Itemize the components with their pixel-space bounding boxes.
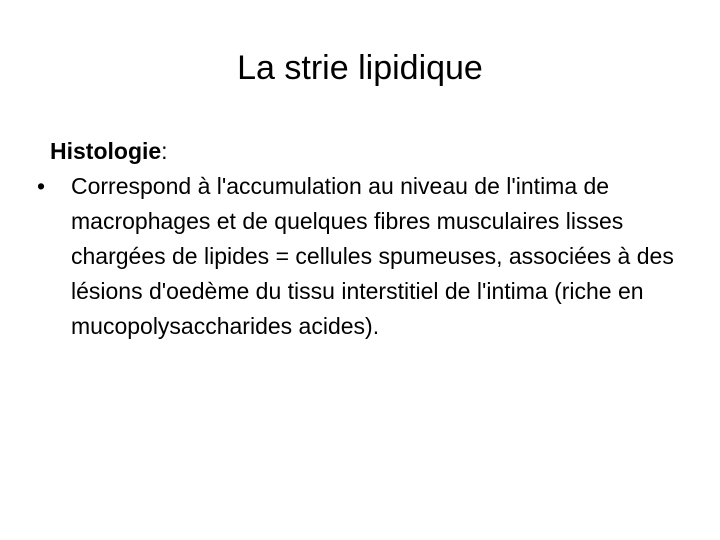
section-heading	[50, 134, 694, 169]
bullet-item	[34, 169, 694, 344]
bullet-text: Correspond à l'accumulation au niveau de l'intima de macrophages et de quelques fibres musculaires lisses chargées de lipides = cellules spumeuses, associées à des lésions d'oedème du tissu interstitiel de l'intima (riche en mucopolysaccharides acides).	[71, 173, 674, 339]
section-heading-label: Histologie	[50, 138, 162, 164]
slide-title: La strie lipidique	[237, 49, 483, 87]
bullet-marker: •	[37, 173, 46, 199]
section-heading-colon: :	[161, 138, 168, 164]
slide-content	[34, 134, 694, 344]
